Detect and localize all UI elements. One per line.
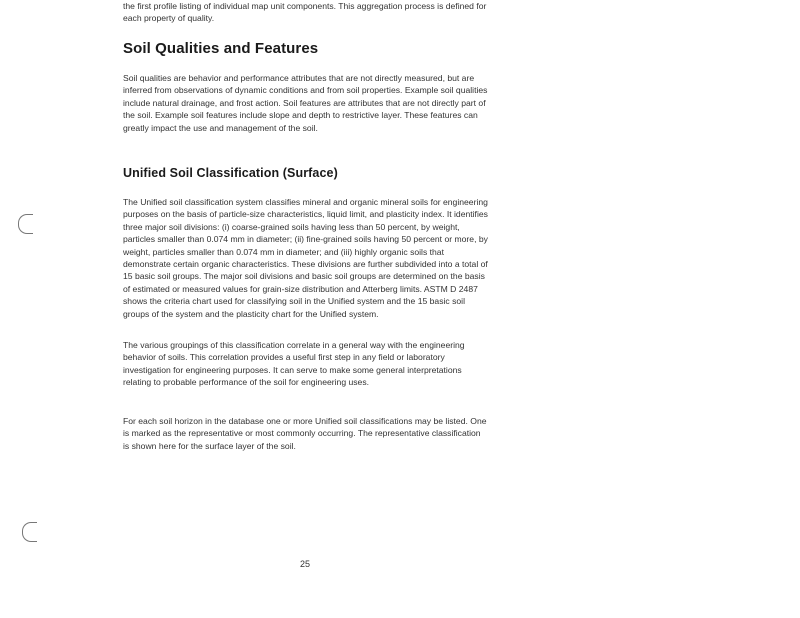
paragraph-classification-groupings: The various groupings of this classification correlate in a general way with the engineering behavior of soils. This correlation provides a useful first step in any field or laboratory investigation for engineering purposes. It can serve to make some general interpretations relating to probable performance of the soil for engineering uses. <box>123 340 465 388</box>
heading-unified-soil-classification: Unified Soil Classification (Surface) <box>123 166 338 180</box>
heading-soil-qualities-and-features: Soil Qualities and Features <box>123 40 319 57</box>
continued-paragraph: the first profile listing of individual map unit components. This aggregation process is defined for each property of quality. <box>123 0 487 23</box>
page-number: 25 <box>300 559 311 569</box>
binder-hole-mark <box>22 522 37 542</box>
paragraph-representative-classification: For each soil horizon in the database one or more Unified soil classifications may be listed. One is marked as the representative or most commonly occurring. The representative classification is shown here for the surface layer of the soil. <box>123 416 487 451</box>
paragraph-soil-qualities: Soil qualities are behavior and performance attributes that are not directly measured, but are inferred from observations of dynamic conditions and from soil properties. Example soil qualities include natural drainage, and frost action. Soil features are attributes that are not directly part of the soil. Example soil features include slope and depth to restrictive layer. These features can greatly impact the use and management of the soil. <box>123 73 488 133</box>
paragraph-unified-system: The Unified soil classification system classifies mineral and organic mineral soils for engineering purposes on the basis of particle-size characteristics, liquid limit, and plasticity index. It identifies three major soil divisions: (i) coarse-grained soils having less than 50 percent, by weight, particles smaller than 0.074 mm in diameter; (ii) fine-grained soils having 50 percent or more, by weight, particles smaller than 0.074 mm in diameter; and (iii) highly organic soils that demonstrate certain organic characteristics. These divisions are further subdivided into a total of 15 basic soil groups. The major soil divisions and basic soil groups are determined on the basis of estimated or measured values for grain-size distribution and Atterberg limits. ASTM D 2487 shows the criteria chart used for classifying soil in the Unified system and the 15 basic soil groups of the system and the plasticity chart for the Unified system. <box>123 197 488 319</box>
binder-hole-mark <box>18 214 33 234</box>
